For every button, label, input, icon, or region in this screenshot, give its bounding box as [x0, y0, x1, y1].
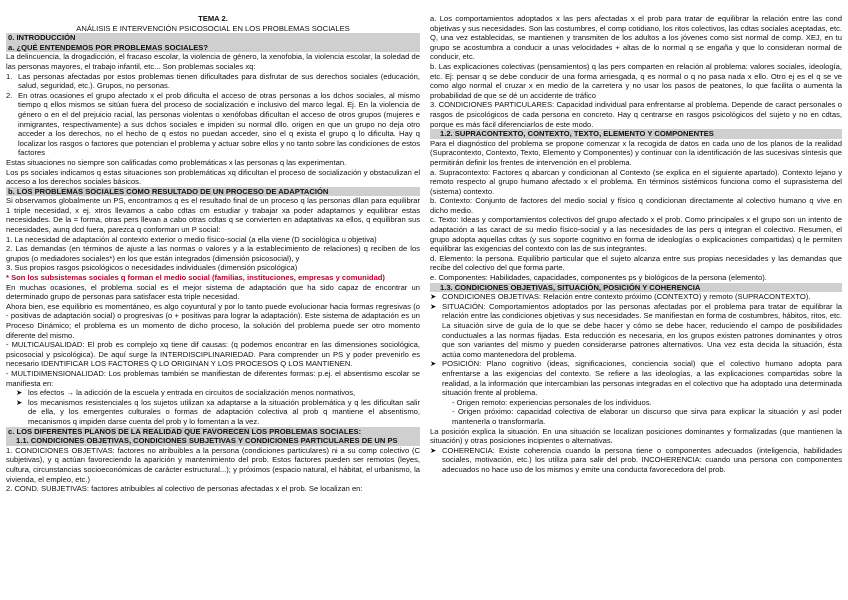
paragraph-multicausalidad: - MULTICAUSALIDAD: El prob es complejo xq tiene dif causas: (q podemos encontrar en las dimensiones sociológica, psicosocial y psicológica). De aquí surge la INTERDISCIPLINARIEDAD. Para comprender un PS y poder prevenirlo es necesario IDENTIFICAR LOS FACTORES Q LO ORIGINAN Y LOS PROCESOS Q LOS MANTIENEN. — [6, 340, 420, 369]
section-b-heading: b. LOS PROBLEMAS SOCIALES COMO RESULTADO DE UN PROCESO DE ADAPTACIÓN — [6, 187, 420, 197]
list-item: ➤ los mecanismos resistenciales q los sujetos utilizan xa adaptarse a la situación problemática y q les dificultan salir de ella, y los emergentes culturales o formas de adaptación colectiva al prob q mantiene el absentismo, mecanismos q impiden darse cuenta del prob y lo fomentan a la vez. — [16, 397, 420, 426]
paragraph: Estas situaciones no siempre son calificadas como problemáticas x las personas q las experimentan. — [6, 157, 347, 167]
subsection-1-1-heading: 1.1. CONDICIONES OBJETIVAS, CONDICIONES SUBJETIVAS Y CONDICIONES PARTICULARES DE UN PS — [6, 436, 420, 446]
list-item: a. Supracontexto: Factores q abarcan y condicionan al Contexto (se explica en el siguiente apartado). Contexto lejano y remoto respecto al grupo humano afectado x el problema. En términos sistémicos funciona como el suprasistema del (sistema) contexto. — [430, 167, 842, 196]
list-item: - Origen próximo: capacidad colectiva de elaborar un discurso que sirva para explicar la situación y así poder mantenerla o transformarla. — [452, 407, 842, 426]
section-introduccion: 0. INTRODUCCIÓN — [6, 33, 420, 43]
list-item: 2. Las demandas (en términos de ajuste a las normas o valores y a la establecimiento de relaciones) q reciben de los grupos (o mediadores sociales*) en los que están integrados (dimensión psicosocial), y — [6, 244, 420, 263]
paragraph-intro: La delincuencia, la drogadicción, el fracaso escolar, la violencia de género, la xenofobia, la violencia escolar, la soledad de las personas mayores, el trabajo infantil, etc... Son problemas sociales xq: — [6, 52, 420, 71]
paragraph: En muchas ocasiones, el problema social es el mejor sistema de adaptación que ha sido capaz de encontrar un determinado grupo de personas para satisfacer esta triple necesidad. — [6, 282, 420, 302]
list-item: 2. COND. SUBJETIVAS: factores atribuibles al colectivo de personas afectadas x el prob. Se localizan en: — [6, 484, 363, 494]
paragraph: Para el diagnóstico del problema se propone comenzar x la recogida de datos en cada uno de los planos de la realidad (Supracontexto, Contexto, Texto, Elemento y Componentes) y continuar con la identificación de las sucesivas síntesis que permitirán definir los frentes de intervención en el problema. — [430, 138, 842, 167]
paragraph: Si observamos globalmente un PS, encontramos q es el resultado final de un proceso q las personas dllan para equilibrar 1 triple necesidad, x ej. xtros llevamos a cabo cdtas cm estudiar y trabajar xa poder adaptarnos y equilibrar estas necesidades. De la = forma, otras pers llevan a cabo otras cdtas q se convierten en adaptativas xa ellos, q equilibran sus necesidades, aunq dcd fuera, parezca q conforman un P social: — [6, 196, 420, 235]
list-item: 2. En otras ocasiones el grupo afectado x el prob dificulta el acceso de otras personas a los dchos sociales, al mismo tiempo q ellos mismos se sitúan fuera del proceso de socialización e inclusivo del marco legal. Ej. En la violencia de género o en el del prejuicio racial, las personas violentas o xenófobas dificultan el acceso de otros grupos (mujeres e inmigrantes, respectivamente) a sus dchos sociales e impiden su normal dllo. origen en que un grupo no deja otro acceder a los derechos, no el hecho de q estos no puedan acceder, sino el q exista el grupo q lo dificulta. Hay q localizar los rasgos o factores que potencian el problema y actuar sobre ellos y no tanto sobre las condiciones de estos factores — [6, 90, 420, 158]
arrow-icon: ➤ — [430, 292, 437, 302]
subsection-1-3-heading: 1.3. CONDICIONES OBJETIVAS, SITUACIÓN, POSICIÓN Y COHERENCIA — [430, 283, 842, 293]
list-item: 1. La necesidad de adaptación al contexto exterior o medio físico-social (a ella viene (D sociológica u objetiva) — [6, 234, 377, 244]
paragraph: Ahora bien, ese equilibrio es momentáneo, es algo coyuntural y por lo tanto puede evolucionar hacia formas regresivas (o - positivas de adaptación social) o progresivas (o + positivas para lograr la adaptación). Este sistema de adaptación es un Proceso Dinámico; el problema es un momento de dicho proceso, la solución del problema puede ser otro momento diferente del mismo. — [6, 301, 420, 340]
list-item: 1. CONDICIONES OBJETIVAS: factores no atribuibles a la persona (condiciones particulares) ni a su comp colectivo (C subjetivas), y q actúan favoreciendo la aparición y mantenimiento del prob. Estos factores pueden ser remotos (leyes, cultura, circunstancias socioeconómicas de carácter estructural...); y próximos (espacio natural, el hábitat, el urbanismo, la vivienda, el empleo, etc.) — [6, 445, 420, 484]
list-item: b. Contexto: Conjunto de factores del medio social y físico q condicionan directamente al colectivo humano q vive en dicho medio. — [430, 196, 842, 215]
list-item: ➤ los efectos → la adicción de la escuela y entrada en circuitos de socialización menos normativos, — [16, 388, 356, 398]
subsection-1-2-heading: 1.2. SUPRACONTEXTO, CONTEXTO, TEXTO, ELEMENTO Y COMPONENTES — [430, 129, 842, 139]
arrow-icon: ➤ — [430, 359, 437, 369]
list-item: d. Elemento: la persona. Equilibrio particular que el sujeto alcanza entre sus propias necesidades y las demandas que recibe del colectivo del que forma parte. — [430, 253, 842, 273]
list-item: ➤ CONDICIONES OBJETIVAS: Relación entre contexto próximo (CONTEXTO) y remoto (SUPRACONTEXTO). — [430, 292, 811, 302]
arrow-icon: ➤ — [430, 445, 437, 455]
section-a-heading: a. ¿QUÉ ENTENDEMOS POR PROBLEMAS SOCIALES? — [6, 43, 420, 53]
list-item: a. Los comportamientos adoptados x las pers afectadas x el prob para tratar de equilibrar la relación entre las cond objetivas y sus necesidades. Son las costumbres, el comp cotidiano, los ritos colectivos, las cdtas sociales aceptadas, etc. Q, una vez establecidas, se mantienen y transmiten de los adultos a los jóvenes como sist normal de comp. XEJ, en tu grupo se acostumbra a conducir a unas velocidades + altas de lo normal q se engaña y que lo consideran normal de conducir, etc. — [430, 14, 842, 62]
arrow-icon: ➤ — [430, 301, 437, 311]
list-item: ➤ POSICIÓN: Plano cognitivo (ideas, significaciones, conciencia social) que el colectivo humano adopta para enfrentarse a las exigencias del contexto. Se refiere a las ideologías, a las explicaciones compartidas sobre la realidad, a la información que intercambian las personas integradas en el colectivo que ha adoptado una determinada situación frente al problema. — [430, 359, 842, 398]
list-item: - Origen remoto: experiencias personales de los individuos. — [452, 397, 652, 407]
section-c-heading: c. LOS DIFERENTES PLANOS DE LA REALIDAD QUE FAVORECEN LOS PROBLEMAS SOCIALES: — [6, 427, 420, 437]
arrow-icon: ➤ — [16, 397, 23, 407]
list-item: e. Componentes: Habilidades, capacidades, componentes ps y biológicos de la persona (elemento). — [430, 273, 767, 283]
list-item: 3. CONDICIONES PARTICULARES: Capacidad individual para enfrentarse al problema. Depende de caract personales o rasgos de psicológicos de cada persona en concreto. Hay q centrarse en rasgos psicológicos del sujeto y no en cdtas, porque es más fácil diferenciarlos de este modo. — [430, 100, 842, 129]
list-item: 1. Las personas afectadas por estos problemas tienen dificultades para disfrutar de sus derechos sociales (educación, salud, seguridad, etc.). Grupos, no personas. — [6, 71, 420, 91]
list-item: c. Texto: Ideas y comportamientos colectivos del grupo afectado x el prob. Como principales x el grupo son un intento de adaptación a las caract de su medio físico-social y a las necesidades de las pers q integran el colectivo. Resumen, el grupo adopta aquellas cdtas (y sus soporte cognitivo en forma de ideologías o explicaciones compartidas) q le permiten equilibrar las exigencias del contexto con las de sus integrantes. — [430, 215, 842, 254]
list-item: 3. Sus propios rasgos psicológicos o necesidades individuales (dimensión psicológica) — [6, 263, 298, 273]
highlight-note: * Son los subsistemas sociales q forman el medio social (familias, instituciones, empresas y comunidad) — [6, 273, 385, 283]
list-item: b. Las explicaciones colectivas (pensamientos) q las pers comparten en relación al problema: valores sociales, ideología, etc. Ej: pensar q se debe conducir de una forma arriesgada, q es normal o q no pasa nada x ello. Otro ej es el q se ve como algo normal el cruzar x en medio de la carretera y no usar los pasos de peatones, lo que facilita o aumenta la probabilidad de que se dé un accidente de tráfico — [430, 61, 842, 100]
doc-title: TEMA 2. — [198, 14, 228, 23]
left-column — [6, 14, 420, 494]
paragraph: La posición explica la situación. En una situación se localizan posiciones dominantes y formalizadas (que mantienen la situación) y otras posiciones incipientes o alternativas. — [430, 426, 842, 446]
list-item: ➤ COHERENCIA: Existe coherencia cuando la persona tiene o componentes adecuados (inteligencia, habilidades sociales, motivación, etc.) los utiliza para salir del prob. INCOHERENCIA: cuando una persona con componentes adecuados no hace uso de los mismos y emite una conducta favorecedora del prob. — [430, 445, 842, 474]
arrow-icon: ➤ — [16, 388, 23, 398]
paragraph: Los ps sociales indicamos q estas situaciones son problemáticas xq dificultan el proceso de socialización y obstaculizan el acceso a los derechos sociales básicos. — [6, 167, 420, 187]
right-column — [430, 14, 842, 475]
doc-subtitle: ANÁLISIS E INTERVENCIÓN PSICOSOCIAL EN LOS PROBLEMAS SOCIALES — [76, 23, 350, 33]
list-item: ➤ SITUACIÓN: Comportamientos adoptados por las personas afectadas por el problema para tratar de equilibrar la relación entre las condiciones objetivas y sus necesidades. Se manifiestan en forma de costumbres, hábitos, ritos, etc. La situación sirve de guía de lo que se debe hacer y cómo se debe hacer, reduciendo el campo de posibilidades conductuales a las normas fijadas. Esta reducción es necesaria, en los grupos existen patrones dominantes y otros que son variantes del mismo y pueden considerarse patrones alternativos. Una vez esta decida la situación, ésta actúa como mantenedora del problema. — [430, 301, 842, 359]
paragraph-multidimensionalidad: - MULTIDIMENSIONALIDAD: Los problemas también se manifiestan de diferentes formas: p.ej. el absentismo escolar se manifiesta en: — [6, 368, 420, 388]
